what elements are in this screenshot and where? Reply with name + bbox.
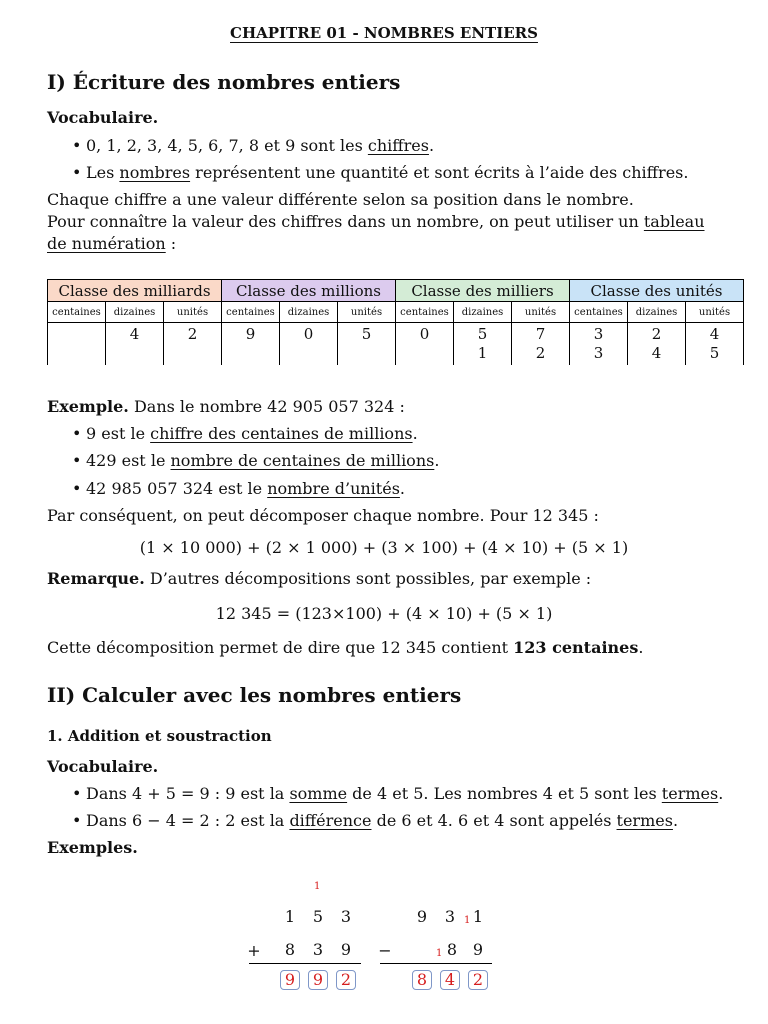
example-bullet-3: • 42 985 057 324 est le nombre d’unités. — [86, 479, 405, 499]
table-cell: 5 — [454, 323, 512, 345]
remark-title: Remarque. — [47, 569, 145, 588]
numeration-table — [47, 279, 744, 365]
consequence-text: Par conséquent, on peut décomposer chaque nombre. Pour 12 345 : — [47, 506, 599, 525]
sub-label: unités — [686, 302, 744, 323]
result-digit: 2 — [336, 970, 356, 990]
plus-sign: + — [247, 941, 261, 960]
table-cell: 4 — [106, 323, 164, 345]
sub-label: dizaines — [106, 302, 164, 323]
digit: 5 — [312, 907, 324, 926]
table-cell: 2 — [164, 323, 222, 345]
digit: 3 — [312, 940, 324, 959]
digit: 3 — [340, 907, 352, 926]
vocab-bullet-nombres: • Les nombres représentent une quantité et sont écrits à l’aide des chiffres. — [86, 163, 688, 183]
example-title: Exemple. — [47, 397, 129, 416]
example-intro: Exemple. Dans le nombre 42 905 057 324 : — [47, 397, 405, 416]
table-cell — [222, 344, 280, 365]
example-bullet-2: • 429 est le nombre de centaines de millions. — [86, 451, 439, 471]
result-digit: 8 — [412, 970, 432, 990]
class-milliards: Classe des milliards — [48, 280, 222, 302]
class-unites: Classe des unités — [570, 280, 744, 302]
table-cell — [48, 323, 106, 345]
subtraction-bottom-carry: 1 — [436, 948, 443, 959]
table-cell — [338, 344, 396, 365]
table-cell: 2 — [512, 344, 570, 365]
table-cell: 7 — [512, 323, 570, 345]
section-1-heading: I) Écriture des nombres entiers — [47, 70, 401, 94]
digit: 1 — [284, 907, 296, 926]
result-digit: 2 — [468, 970, 488, 990]
table-cell: 5 — [686, 344, 744, 365]
term-nombres: nombres — [119, 163, 191, 182]
result-digit: 9 — [280, 970, 300, 990]
paragraph-tableau-line1: Pour connaître la valeur des chiffres dans un nombre, on peut utiliser un tableau — [47, 212, 705, 231]
sub-label: unités — [338, 302, 396, 323]
addition-rule — [249, 963, 361, 964]
vocab-bullet-difference: • Dans 6 − 4 = 2 : 2 est la différence de 6 et 4. 6 et 4 sont appelés termes. — [86, 811, 678, 831]
class-millions: Classe des millions — [222, 280, 396, 302]
sub-label: unités — [164, 302, 222, 323]
chapter-title: CHAPITRE 01 - NOMBRES ENTIERS — [230, 24, 538, 42]
formula-alternative: 12 345 = (123×100) + (4 × 10) + (5 × 1) — [215, 604, 553, 623]
table-cell: 3 — [570, 344, 628, 365]
sub-label: centaines — [222, 302, 280, 323]
sub-label: dizaines — [280, 302, 338, 323]
sub-label: dizaines — [628, 302, 686, 323]
remark: Remarque. D’autres décompositions sont possibles, par exemple : — [47, 569, 592, 588]
digit: 8 — [446, 940, 458, 959]
digit: 1 — [472, 907, 484, 926]
digit: 9 — [472, 940, 484, 959]
table-cell — [164, 344, 222, 365]
vocab-title-1: Vocabulaire. — [47, 108, 159, 127]
sub-label: unités — [512, 302, 570, 323]
table-cell — [106, 344, 164, 365]
vocab-bullet-chiffres: • 0, 1, 2, 3, 4, 5, 6, 7, 8 et 9 sont les chiffres. — [86, 136, 434, 156]
term-tableau: tableau — [643, 212, 705, 231]
result-digit: 9 — [308, 970, 328, 990]
subsection-addition-heading: 1. Addition et soustraction — [47, 727, 272, 745]
section-2-heading: II) Calculer avec les nombres entiers — [47, 683, 462, 707]
examples-title: Exemples. — [47, 838, 138, 857]
table-cell — [396, 344, 454, 365]
table-cell — [48, 344, 106, 365]
sub-label: centaines — [48, 302, 106, 323]
table-cell — [280, 344, 338, 365]
paragraph-position: Chaque chiffre a une valeur différente selon sa position dans le nombre. — [47, 190, 634, 209]
vocab-bullet-somme: • Dans 4 + 5 = 9 : 9 est la somme de 4 et 5. Les nombres 4 et 5 sont les termes. — [86, 784, 723, 804]
table-cell: 4 — [628, 344, 686, 365]
example-bullet-1: • 9 est le chiffre des centaines de millions. — [86, 424, 418, 444]
table-cell: 9 — [222, 323, 280, 345]
table-cell: 0 — [396, 323, 454, 345]
class-milliers: Classe des milliers — [396, 280, 570, 302]
sub-label: dizaines — [454, 302, 512, 323]
table-cell: 2 — [628, 323, 686, 345]
digit: 8 — [284, 940, 296, 959]
table-cell: 3 — [570, 323, 628, 345]
table-cell: 5 — [338, 323, 396, 345]
vocab-title-2: Vocabulaire. — [47, 757, 159, 776]
sub-label: centaines — [570, 302, 628, 323]
subtraction-rule — [380, 963, 492, 964]
sub-label: centaines — [396, 302, 454, 323]
table-cell: 0 — [280, 323, 338, 345]
term-de-numeration: de numération — [47, 234, 166, 253]
remark-conclusion: Cette décomposition permet de dire que 12 345 contient 123 centaines. — [47, 638, 644, 657]
digit: 9 — [340, 940, 352, 959]
subtraction-top-carry: 1 — [464, 915, 471, 926]
result-digit: 4 — [440, 970, 460, 990]
formula-decomposition: (1 × 10 000) + (2 × 1 000) + (3 × 100) + (4 × 10) + (5 × 1) — [139, 538, 629, 557]
addition-carry: 1 — [314, 881, 321, 892]
minus-sign: − — [378, 941, 392, 960]
table-cell: 1 — [454, 344, 512, 365]
digit: 9 — [416, 907, 428, 926]
paragraph-tableau-line2: de numération : — [47, 234, 177, 253]
table-cell: 4 — [686, 323, 744, 345]
digit: 3 — [444, 907, 456, 926]
term-chiffres: chiffres — [367, 136, 429, 155]
